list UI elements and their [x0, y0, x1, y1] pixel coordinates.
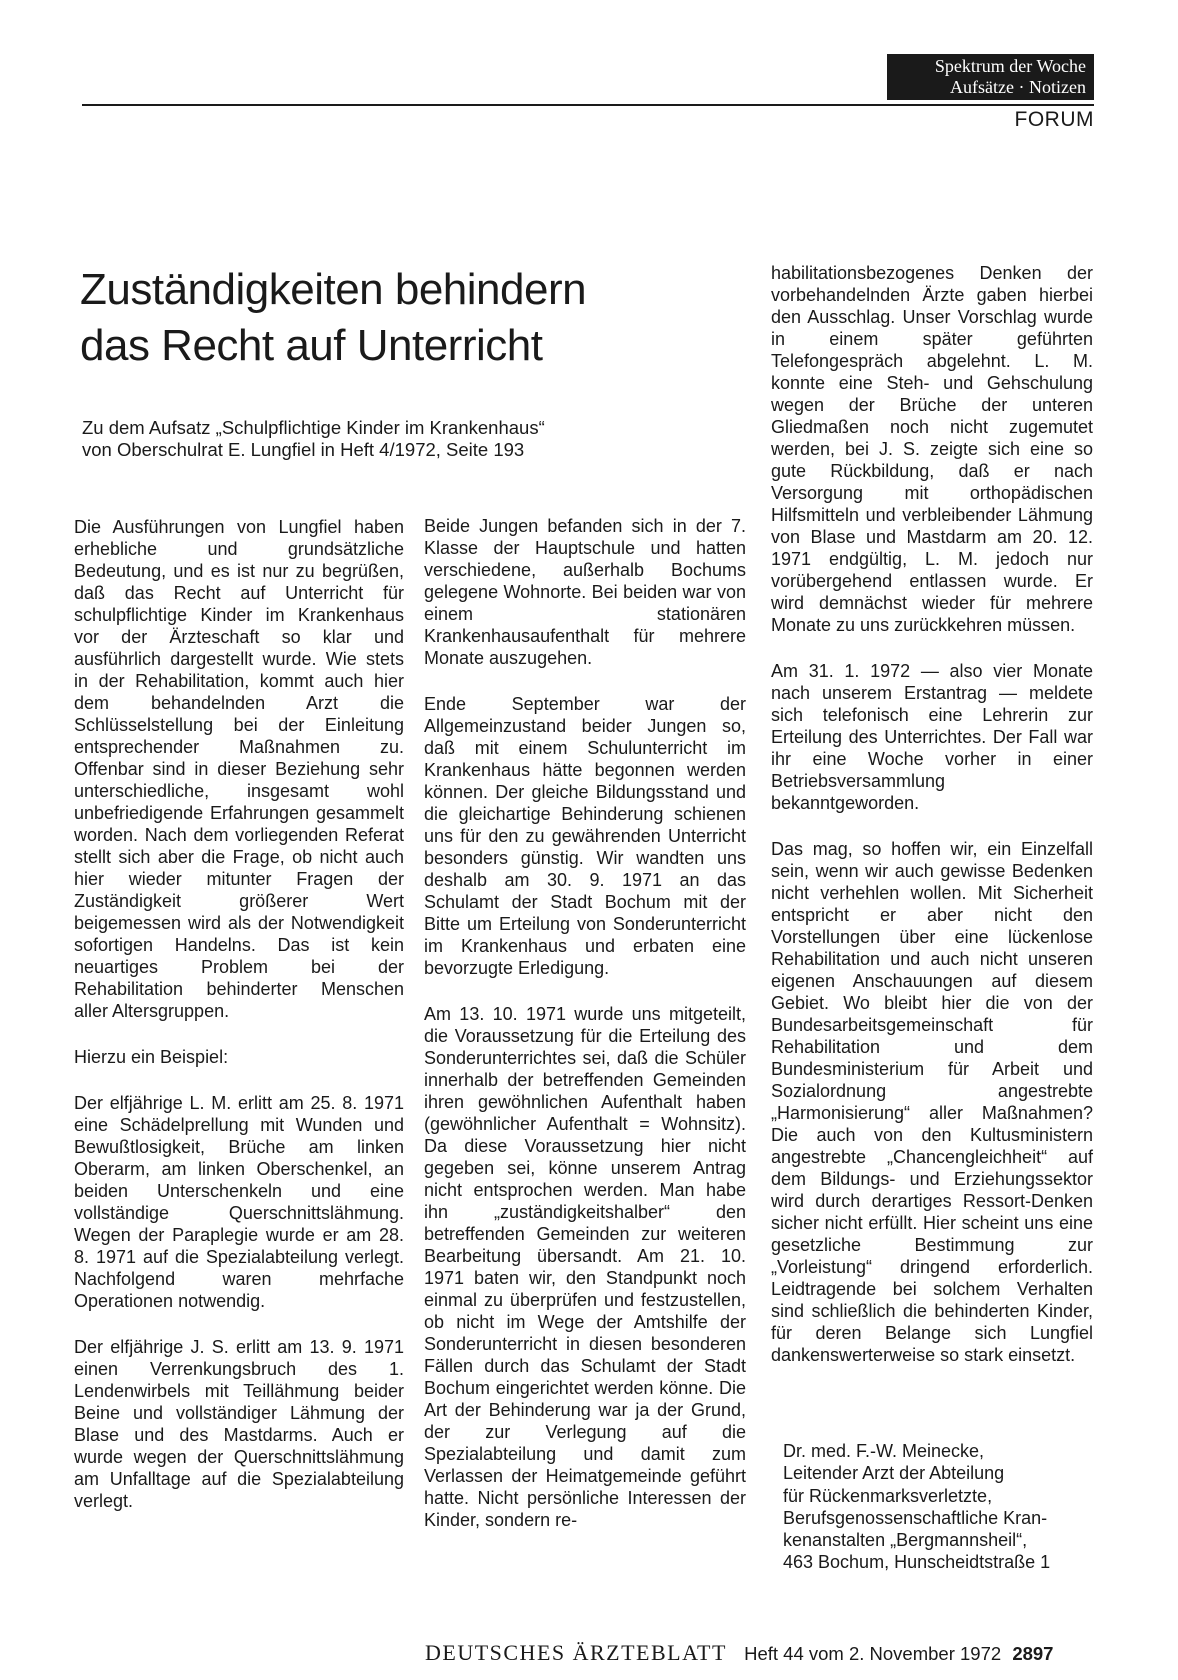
section-label-1: Spektrum der Woche — [934, 56, 1086, 76]
section-badge — [887, 54, 1094, 100]
text-column-2 — [424, 515, 746, 1555]
signature-line: 463 Bochum, Hunscheidtstraße 1 — [783, 1552, 1051, 1573]
paragraph: Ende September war der Allgemeinzustand beider Jungen so, daß mit einem Schulunterricht im Krankenhaus hätte begonnen werden können. Der gleiche Bildungsstand und die gleichartige Behinderung schienen uns für den zu gewährenden Unterricht besonders günstig. Wir wandten uns deshalb am 30. 9. 1971 an das Schulamt der Stadt Bochum mit der Bitte um Erteilung von Sonderunterricht im Krankenhaus und erbaten eine bevorzugte Erledigung. — [424, 694, 746, 978]
subtitle-line-1: Zu dem Aufsatz „Schulpflichtige Kinder im Krankenhaus“ — [82, 417, 545, 438]
paragraph: Beide Jungen befanden sich in der 7. Klasse der Hauptschule und hatten verschiedene, außerhalb Bochums gelegene Wohnorte. Bei beiden war von einem stationären Krankenhausaufenthalt für mehrere Monate auszugehen. — [424, 516, 746, 668]
header-rule — [82, 104, 1094, 106]
author-signature — [783, 1440, 1050, 1574]
subtitle-line-2: von Oberschulrat E. Lungfiel in Heft 4/1972, Seite 193 — [82, 439, 525, 460]
journal-name: DEUTSCHES ÄRZTEBLATT — [425, 1640, 727, 1665]
paragraph: Am 31. 1. 1972 — also vier Monate nach unserem Erstantrag — meldete sich telefonisch eine Lehrerin zur Erteilung des Unterrichtes. Der Fall war ihr eine Woche vorher in einer Betriebsversammlung bekanntgeworden. — [771, 661, 1093, 813]
paragraph: Am 13. 10. 1971 wurde uns mitgeteilt, die Voraussetzung für die Erteilung des Sonderunterrichtes sei, daß die Schüler innerhalb der betreffenden Gemeinden ihren gewöhnlichen Aufenthalt haben (gewöhnlicher Aufenthalt = Wohnsitz). Da diese Voraussetzung hier nicht gegeben sei, könne unserem Antrag nicht entsprochen werden. Man habe ihn „zuständigkeitshalber“ den betreffenden Gemeinden zur weiteren Bearbeitung übersandt. Am 21. 10. 1971 baten wir, den Standpunkt noch einmal zu überprüfen und festzustellen, ob nicht im Wege der Amtshilfe der Sonderunterricht in diesen besonderen Fällen durch das Schulamt der Stadt Bochum eingerichtet werden könne. Die Art der Behinderung war ja der Grund, der zur Verlegung auf die Spezialabteilung und damit zum Verlassen der Heimatgemeinde geführt hatte. Nicht persönliche Interessen der Kinder, sondern re- — [424, 1004, 746, 1530]
paragraph: Hierzu ein Beispiel: — [74, 1047, 229, 1067]
signature-line: Dr. med. F.-W. Meinecke, — [783, 1441, 985, 1461]
article-title — [80, 262, 720, 374]
signature-line: Leitender Arzt der Abteilung — [783, 1463, 1005, 1484]
text-column-1 — [74, 516, 404, 1536]
page-number: 2897 — [1012, 1643, 1054, 1664]
page-footer — [425, 1640, 1053, 1666]
signature-line: kenanstalten „Bergmannsheil“, — [783, 1530, 1028, 1551]
category-label: FORUM — [1014, 108, 1094, 131]
article-subtitle — [82, 417, 722, 461]
signature-line: für Rückenmarksverletzte, — [783, 1485, 993, 1506]
title-line-2: das Recht auf Unterricht — [80, 321, 543, 370]
paragraph: Das mag, so hoffen wir, ein Einzelfall sein, wenn wir auch gewisse Bedenken nicht verhehlen wollen. Mit Sicherheit entspricht er aber nicht den Vorstellungen über eine lückenlose Rehabilitation und auch nicht unseren eigenen Anschauungen auf diesem Gebiet. Wo bleibt hier die von der Bundesarbeitsgemeinschaft für Rehabilitation und dem Bundesministerium für Arbeit und Sozialordnung angestrebte „Harmonisierung“ aller Maßnahmen? Die auch von den Kultusministern angestrebte „Chancengleichheit“ auf dem Bildungs- und Erziehungssektor wird durch derartiges Ressort-Denken sicher nicht erfüllt. Hier scheint uns eine gesetzliche Bestimmung zur „Vorleistung“ dringend erforderlich. Leidtragende bei solchem Verhalten sind schließlich die behinderten Kinder, für deren Belange sich Lungfiel dankenswerterweise so stark einsetzt. — [771, 839, 1093, 1365]
section-label-2: Aufsätze · Notizen — [950, 77, 1086, 97]
paragraph: Der elfjährige J. S. erlitt am 13. 9. 1971 einen Verrenkungsbruch des 1. Lendenwirbels mit Teillähmung beider Beine und vollständiger Lähmung der Blase und des Mastdarms. Auch er wurde wegen der Querschnittslähmung am Unfalltage auf die Spezialabteilung verlegt. — [74, 1337, 404, 1511]
paragraph: Die Ausführungen von Lungfiel haben erhebliche und grundsätzliche Bedeutung, und es ist nur zu begrüßen, daß das Recht auf Unterricht für schulpflichtige Kinder im Krankenhaus vor der Ärzteschaft so klar und ausführlich dargestellt wurde. Wie stets in der Rehabilitation, kommt auch hier dem behandelnden Arzt die Schlüsselstellung bei der Einleitung entsprechender Maßnahmen zu. Offenbar sind in dieser Beziehung sehr unterschiedliche, insgesamt wohl unbefriedigende Erfahrungen gesammelt worden. Nach dem vorliegenden Referat stellt sich aber die Frage, ob nicht auch hier wieder mitunter Fragen der Zuständigkeit größerer Wert beigemessen wird als der Notwendigkeit sofortigen Handelns. Das ist kein neuartiges Problem bei der Rehabilitation behinderter Menschen aller Altersgruppen. — [74, 517, 404, 1021]
text-column-3 — [771, 262, 1093, 1390]
signature-line: Berufsgenossenschaftliche Kran- — [783, 1507, 1048, 1528]
issue-info: Heft 44 vom 2. November 1972 — [744, 1643, 1002, 1664]
paragraph: habilitationsbezogenes Denken der vorbehandelnden Ärzte gaben hierbei den Ausschlag. Unser Vorschlag wurde in einem später geführten Telefongespräch abgelehnt. L. M. konnte eine Steh- und Gehschulung wegen der Brüche der unteren Gliedmaßen noch nicht zugemutet werden, bei J. S. zeigte sich eine so gute Rückbildung, daß er nach Versorgung mit orthopädischen Hilfsmitteln und verbleibender Lähmung von Blase und Mastdarm am 20. 12. 1971 endgültig, L. M. jedoch nur vorübergehend entlassen wurde. Er wird demnächst wieder für mehrere Monate zu uns zurückkehren müssen. — [771, 263, 1093, 635]
paragraph: Der elfjährige L. M. erlitt am 25. 8. 1971 eine Schädelprellung mit Wunden und Bewußtlosigkeit, Brüche am linken Oberarm, am linken Oberschenkel, an beiden Unterschenkeln und eine vollständige Querschnittslähmung. Wegen der Paraplegie wurde er am 28. 8. 1971 auf die Spezialabteilung verlegt. Nachfolgend waren mehrfache Operationen notwendig. — [74, 1093, 404, 1311]
title-line-1: Zuständigkeiten behindern — [80, 265, 587, 314]
